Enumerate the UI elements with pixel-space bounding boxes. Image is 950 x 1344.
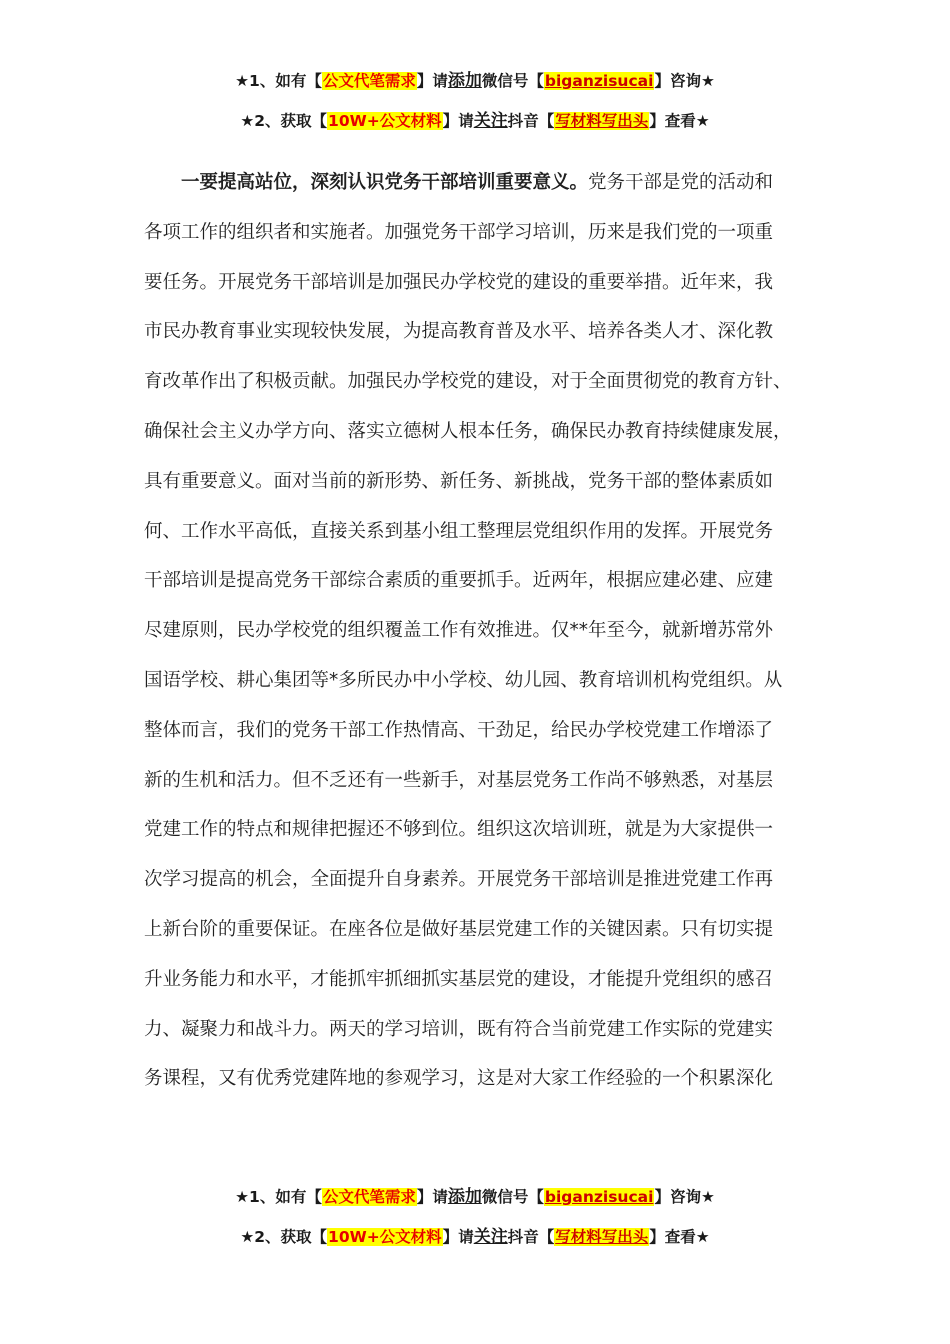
banner-line-1 xyxy=(0,61,950,101)
banner-text: 微信号【 xyxy=(481,1188,544,1206)
banner-text: 抖音【 xyxy=(507,1228,555,1246)
banner-text: ★1、如有【 xyxy=(235,72,322,90)
body-line: 各项工作的组织者和实施者。加强党务干部学习培训，历来是我们党的一项重 xyxy=(144,221,774,243)
underlined-text: 添加 xyxy=(447,71,482,91)
body-line: 上新台阶的重要保证。在座各位是做好基层党建工作的关键因素。只有切实提 xyxy=(144,918,774,940)
banner-text: 】请 xyxy=(416,1188,448,1206)
body-line: 确保社会主义办学方向、落实立德树人根本任务，确保民办教育持续健康发展， xyxy=(144,420,792,442)
highlight-text: 10W+公文材料 xyxy=(328,1228,442,1246)
banner-text: 】请 xyxy=(416,72,448,90)
lead-sentence: 一要提高站位，深刻认识党务干部培训重要意义。 xyxy=(181,172,589,193)
highlight-text: 10W+公文材料 xyxy=(328,112,442,130)
banner-text: 】请 xyxy=(442,112,474,130)
body-line: 干部培训是提高党务干部综合素质的重要抓手。近两年，根据应建必建、应建 xyxy=(144,570,774,592)
banner-text: 】请 xyxy=(442,1228,474,1246)
body-line: 整体而言，我们的党务干部工作热情高、干劲足，给民办学校党建工作增添了 xyxy=(144,719,774,741)
banner-text: ★1、如有【 xyxy=(235,1188,322,1206)
paragraph-first-line xyxy=(144,158,824,208)
footer-banner xyxy=(0,1177,950,1257)
body-line: 新的生机和活力。但不乏还有一些新手，对基层党务工作尚不够熟悉，对基层 xyxy=(144,769,774,791)
banner-line-2 xyxy=(0,1217,950,1257)
banner-text: ★2、获取【 xyxy=(240,112,328,130)
body-line: 力、凝聚力和战斗力。两天的学习培训，既有符合当前党建工作实际的党建实 xyxy=(144,1018,774,1040)
underlined-text: 关注 xyxy=(473,1227,508,1247)
body-line: 育改革作出了积极贡献。加强民办学校党的建设，对于全面贯彻党的教育方针、 xyxy=(144,371,792,393)
body-line: 升业务能力和水平，才能抓牢抓细抓实基层党的建设，才能提升党组织的感召 xyxy=(144,968,774,990)
body-line: 国语学校、耕心集团等*多所民办中小学校、幼儿园、教育培训机构党组织。从 xyxy=(144,669,783,691)
banner-text: 】查看★ xyxy=(649,112,710,130)
underlined-text: 关注 xyxy=(473,111,508,131)
body-line: 务课程，又有优秀党建阵地的参观学习，这是对大家工作经验的一个积累深化 xyxy=(144,1068,774,1090)
header-banner xyxy=(0,61,950,141)
body-line: 次学习提高的机会，全面提升自身素养。开展党务干部培训是推进党建工作再 xyxy=(144,869,774,891)
banner-line-2 xyxy=(0,101,950,141)
wechat-id-highlight: biganzisucai xyxy=(544,72,654,90)
banner-text: 】查看★ xyxy=(649,1228,710,1246)
body-line: 党务干部是党的活动和 xyxy=(588,172,774,193)
body-line: 尽建原则，民办学校党的组织覆盖工作有效推进。仅**年至今，就新增苏常外 xyxy=(144,620,774,642)
douyin-highlight: 写材料写出头 xyxy=(555,1228,649,1246)
highlight-text: 公文代笔需求 xyxy=(322,72,416,90)
body-paragraph xyxy=(144,158,824,1104)
body-line: 何、工作水平高低，直接关系到基小组工整理层党组织作用的发挥。开展党务 xyxy=(144,520,774,542)
douyin-highlight: 写材料写出头 xyxy=(555,112,649,130)
body-line: 市民办教育事业实现较快发展，为提高教育普及水平、培养各类人才、深化教 xyxy=(144,321,774,343)
body-line: 党建工作的特点和规律把握还不够到位。组织这次培训班，就是为大家提供一 xyxy=(144,819,774,841)
banner-text: ★2、获取【 xyxy=(240,1228,328,1246)
banner-text: 抖音【 xyxy=(507,112,555,130)
banner-text: 】咨询★ xyxy=(654,1188,715,1206)
highlight-text: 公文代笔需求 xyxy=(322,1188,416,1206)
banner-text: 】咨询★ xyxy=(654,72,715,90)
body-line: 要任务。开展党务干部培训是加强民办学校党的建设的重要举措。近年来，我 xyxy=(144,271,774,293)
body-line: 具有重要意义。面对当前的新形势、新任务、新挑战，党务干部的整体素质如 xyxy=(144,470,774,492)
banner-line-1 xyxy=(0,1177,950,1217)
banner-text: 微信号【 xyxy=(481,72,544,90)
underlined-text: 添加 xyxy=(447,1187,482,1207)
wechat-id-highlight: biganzisucai xyxy=(544,1188,654,1206)
